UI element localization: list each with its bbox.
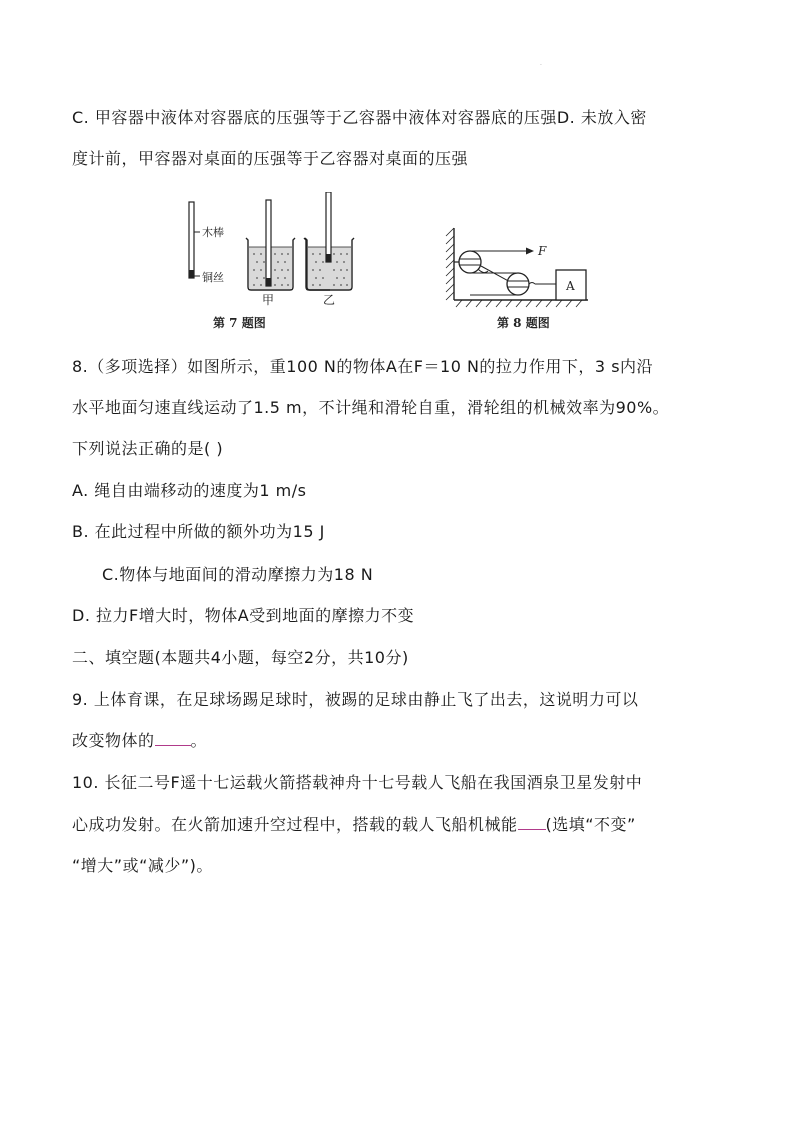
figure-8-caption: 第 8 题图 [497, 316, 550, 330]
option-c-line1: C. 甲容器中液体对容器底的压强等于乙容器中液体对容器底的压强D. 未放入密 [72, 108, 647, 127]
question-10-line2 [72, 815, 636, 835]
option-c: C.物体与地面间的滑动摩擦力为18 N [102, 565, 374, 584]
answer-blank-10 [518, 815, 546, 830]
question-9-end: 。 [190, 731, 208, 750]
figure-7 [180, 192, 336, 314]
question-8-line2: 水平地面匀速直线运动了1.5 m，不计绳和滑轮自重，滑轮组的机械效率为90%。 [72, 398, 670, 417]
option-d: D. 拉力F增大时，物体A受到地面的摩擦力不变 [72, 606, 415, 625]
option-d-line2: 度计前，甲容器对桌面的压强等于乙容器对桌面的压强 [72, 149, 469, 168]
label-force: F [538, 244, 547, 258]
option-a: A. 绳自由端移动的速度为1 m/s [72, 481, 307, 500]
figure-7-beaker-yi [304, 192, 374, 310]
question-10-text: 心成功发射。在火箭加速升空过程中，搭载的载人飞船机械能 [72, 815, 518, 834]
figure-7-caption: 第 7 题图 [213, 316, 266, 330]
section-2-heading: 二、填空题(本题共4小题，每空2分，共10分) [72, 648, 409, 667]
question-10-options: (选填“不变” [545, 815, 636, 834]
label-rod: 木棒 [202, 226, 224, 239]
question-9-text: 改变物体的 [72, 731, 155, 750]
question-10-line3: “增大”或“减少”)。 [72, 856, 213, 875]
label-block: A [566, 279, 575, 293]
label-yi: 乙 [323, 293, 336, 307]
question-8-line3: 下列说法正确的是( ) [72, 439, 224, 458]
question-10-line1: 10. 长征二号F遥十七运载火箭搭载神舟十七号载人飞船在我国酒泉卫星发射中 [72, 773, 643, 792]
question-9-line2 [72, 731, 207, 751]
label-wire: 铜丝 [202, 271, 224, 284]
question-9-line1: 9. 上体育课，在足球场踢足球时，被踢的足球由静止飞了出去，这说明力可以 [72, 690, 639, 709]
label-jia: 甲 [262, 293, 275, 307]
figure-8-drawing [442, 224, 602, 308]
question-8-line1: 8.（多项选择）如图所示，重100 N的物体A在F＝10 N的拉力作用下，3 s内沿 [72, 357, 654, 376]
option-b: B. 在此过程中所做的额外功为15 J [72, 522, 325, 541]
answer-blank-9 [155, 731, 191, 746]
page-mark: · [540, 62, 542, 69]
figure-8 [442, 224, 602, 312]
